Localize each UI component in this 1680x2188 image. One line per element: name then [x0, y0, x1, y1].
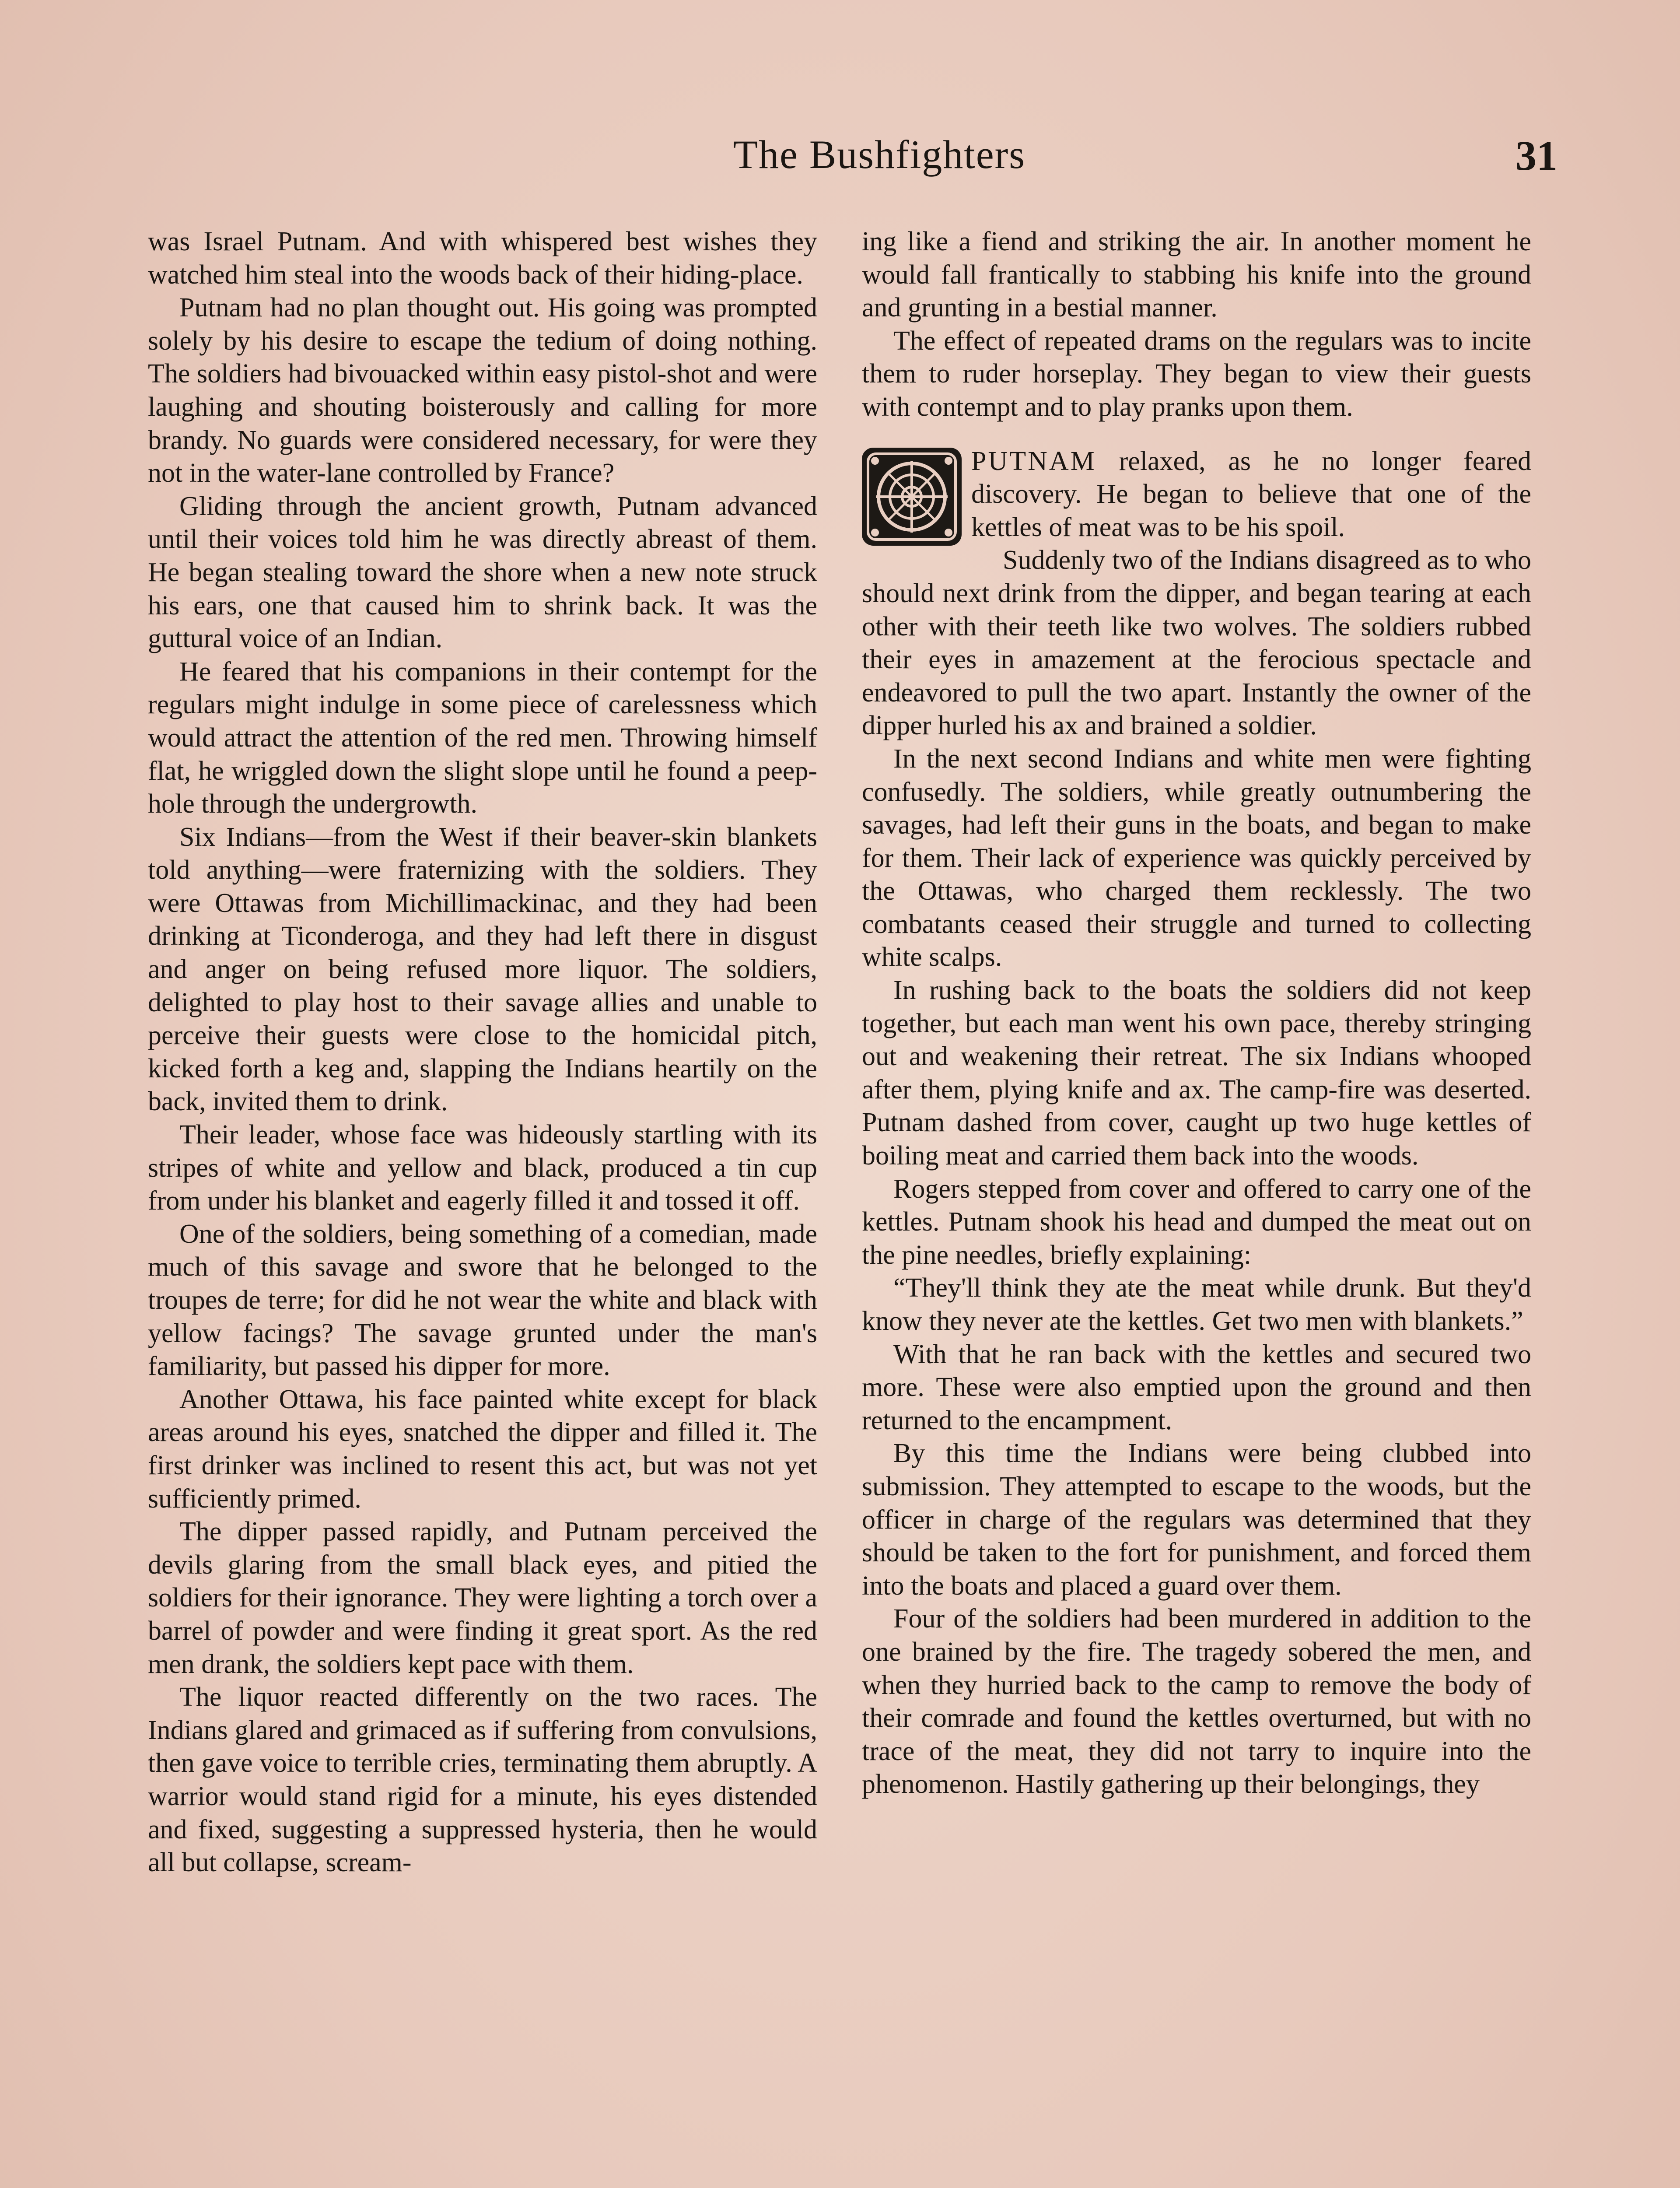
paragraph: ing like a fiend and striking the air. In another moment he would fall frantically to stabbing his knife into the ground and grunting in a bestial manner. [862, 227, 1531, 323]
paragraph: Putnam had no plan thought out. His going was prompted solely by his desire to escape the tedium of doing nothing. The soldiers had bivouacked within easy pistol-shot and were laughing and shouting boisterously and calling for more brandy. No guards were considered necessary, for were they not in the water-lane controlled by France? [148, 293, 817, 488]
section-lead-text: relaxed, as he no longer feared discovery. He began to believe that one of the kettles of meat was to be his spoil. [971, 446, 1531, 542]
section-lead-word: PUTNAM [971, 446, 1096, 476]
ornament-icon [862, 448, 962, 546]
paragraph: Another Ottawa, his face painted white except for black areas around his eyes, snatched the dipper and filled it. The first drinker was inclined to resent this act, but was not yet sufficiently primed. [148, 1384, 817, 1514]
paragraph: Their leader, whose face was hideously startling with its stripes of white and yellow and black, produced a tin cup from under his blanket and eagerly filled it and tossed it off. [148, 1120, 817, 1216]
paragraph: By this time the Indians were being clubbed into submission. They attempted to escape to the woods, but the officer in charge of the regulars was determined that they should be taken to the fort for punishment, and forced them into the boats and placed a guard over them. [862, 1438, 1531, 1601]
running-title: The Bushfighters [733, 132, 1026, 177]
paragraph: Six Indians—from the West if their beaver-skin blankets told anything—were fraternizing with the soldiers. They were Ottawas from Michillimackinac, and they had been drinking at Ticonderoga, and they had left there in disgust and anger on being refused more liquor. The soldiers, delighted to play host to their savage allies and unable to perceive their guests were close to the homicidal pitch, kicked forth a keg and, slapping the Indians heartily on the back, invited them to drink. [148, 822, 817, 1117]
paragraph: The dipper passed rapidly, and Putnam perceived the devils glaring from the small black eyes, and pitied the soldiers for their ignorance. They were lighting a torch over a barrel of powder and were finding it great sport. As the red men drank, the soldiers kept pace with them. [148, 1517, 817, 1679]
left-column [148, 225, 817, 1879]
paragraph: was Israel Putnam. And with whispered best wishes they watched him steal into the woods back of their hiding-place. [148, 227, 817, 290]
paragraph: With that he ran back with the kettles and secured two more. These were also emptied upon the ground and then returned to the encampment. [862, 1339, 1531, 1435]
paragraph: Rogers stepped from cover and offered to carry one of the kettles. Putnam shook his head and dumped the meat out on the pine needles, briefly explaining: [862, 1174, 1531, 1270]
paragraph: The liquor reacted differently on the two races. The Indians glared and grimaced as if suffering from convulsions, then gave voice to terrible cries, terminating them abruptly. A warrior would stand rigid for a minute, his eyes distended and fixed, suggesting a suppressed hysteria, then he would all but collapse, scream- [148, 1682, 817, 1878]
page-number: 31 [1516, 132, 1558, 179]
right-column [862, 225, 1531, 1801]
paragraph: “They'll think they ate the meat while drunk. But they'd know they never ate the kettles. Get two men with blankets.” [862, 1273, 1531, 1336]
paragraph: The effect of repeated drams on the regulars was to incite them to ruder horseplay. They began to view their guests with contempt and to play pranks upon them. [862, 326, 1531, 422]
paragraph: In the next second Indians and white men were fighting confusedly. The soldiers, while greatly outnumbering the savages, had left their guns in the boats, and began to make for them. Their lack of experience was quickly perceived by the Ottawas, who charged them recklessly. The two combatants ceased their struggle and turned to collecting white scalps. [862, 743, 1531, 972]
paragraph: Suddenly two of the Indians disagreed as to who should next drink from the dipper, and began tearing at each other with their teeth like two wolves. The soldiers rubbed their eyes in amazement at the ferocious spectacle and endeavored to pull the two apart. Instantly the owner of the dipper hurled his ax and brained a soldier. [862, 545, 1531, 741]
section-first-paragraph [862, 445, 1531, 544]
paragraph: In rushing back to the boats the soldiers did not keep together, but each man went his own pace, thereby stringing out and weakening their retreat. The six Indians whooped after them, plying knife and ax. The camp-fire was deserted. Putnam dashed from cover, caught up two huge kettles of boiling meat and carried them back into the woods. [862, 975, 1531, 1171]
paragraph: Four of the soldiers had been murdered in addition to the one brained by the fire. The tragedy sobered the men, and when they hurried back to the camp to remove the body of their comrade and found the kettles overturned, but with no trace of the meat, they did not tarry to inquire into the phenomenon. Hastily gathering up their belongings, they [862, 1604, 1531, 1799]
paragraph: One of the soldiers, being something of a comedian, made much of this savage and swore that he belonged to the troupes de terre; for did he not wear the white and black with yellow facings? The savage grunted under the man's familiarity, but passed his dipper for more. [148, 1219, 817, 1382]
paragraph: He feared that his companions in their contempt for the regulars might indulge in some piece of carelessness which would attract the attention of the red men. Throwing himself flat, he wriggled down the slight slope until he found a peep-hole through the undergrowth. [148, 656, 817, 819]
paragraph: Gliding through the ancient growth, Putnam advanced until their voices told him he was directly abreast of them. He began stealing toward the shore when a new note struck his ears, one that caused him to shrink back. It was the guttural voice of an Indian. [148, 491, 817, 654]
